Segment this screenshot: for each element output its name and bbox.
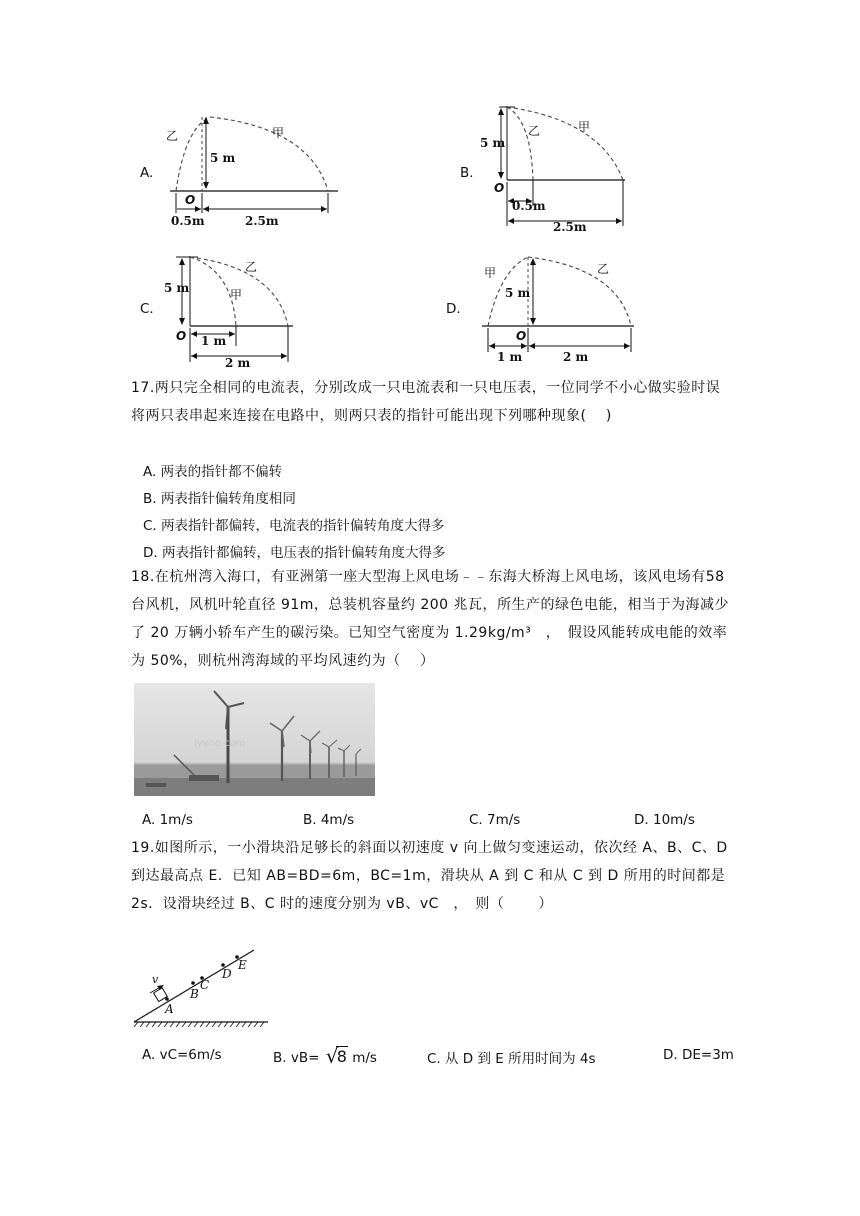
point-e-label: E: [238, 958, 247, 972]
height-label: 5 m: [480, 136, 506, 150]
right-distance-label: 2 m: [563, 350, 589, 364]
origin-label: O: [176, 329, 187, 343]
q19-option-a[interactable]: A. vC=6m/s: [142, 1047, 222, 1063]
option-b-unit: m/s: [352, 1050, 377, 1066]
wind-farm-photo: [134, 683, 375, 796]
point-b-label: B: [190, 987, 199, 1001]
origin-label: O: [516, 329, 527, 343]
q18-option-c[interactable]: C. 7m/s: [469, 812, 521, 828]
q17-option-d[interactable]: D. 两表指针都偏转，电压表的指针偏转角度大得多: [143, 545, 446, 561]
left-distance-label: 1 m: [497, 350, 523, 364]
right-distance-label: 2.5m: [553, 220, 587, 234]
q17-option-b[interactable]: B. 两表指针偏转角度相同: [143, 491, 296, 507]
origin-label: O: [494, 181, 505, 195]
q18-option-b[interactable]: B. 4m/s: [303, 812, 355, 828]
option-letter: D.: [446, 301, 461, 317]
sqrt-expression: [325, 1044, 348, 1068]
right-distance-label: 2 m: [225, 356, 251, 370]
curve-label-yi: 乙: [166, 129, 179, 143]
question-17-stem: 17.两只完全相同的电流表，分别改成一只电流表和一只电压表，一位同学不小心做实验时误将两只表串起来连接在电路中，则两只表的指针可能出现下列哪种现象( ): [131, 380, 721, 424]
q18-option-d[interactable]: D. 10m/s: [634, 812, 695, 828]
question-18-stem: 18.在杭州湾入海口，有亚洲第一座大型海上风电场﹣﹣东海大桥海上风电场，该风电场有58 台风机，风机叶轮直径 91m，总装机容量约 200 兆瓦，所生产的绿色电能，相当于为海减少了 20 万辆小轿车产生的碳污染。已知空气密度为 1.29kg/m³ ， 假设风能转成电能的效率为 50%，则杭州湾海域的平均风速约为（ ）: [131, 569, 730, 669]
left-distance-label: 0.5m: [171, 214, 205, 228]
origin-label: O: [185, 193, 196, 207]
wind-turbines-graphic: [134, 683, 375, 796]
height-label: 5 m: [164, 281, 190, 295]
curve-label-yi: 乙: [528, 124, 541, 138]
height-label: 5 m: [505, 286, 531, 300]
option-letter: A.: [140, 165, 154, 181]
q19-option-b[interactable]: [273, 1044, 377, 1068]
curve-label-jia: 甲: [272, 126, 285, 140]
option-b-prefix: B. vB=: [273, 1050, 320, 1066]
height-label: 5 m: [210, 151, 236, 165]
q17-option-c[interactable]: C. 两表指针都偏转，电流表的指针偏转角度大得多: [143, 518, 445, 534]
point-d-label: D: [222, 967, 232, 981]
photo-watermark: lyyoo.com: [194, 738, 246, 749]
sqrt-sign: √: [325, 1044, 339, 1068]
question-19-stem: 19.如图所示，一小滑块沿足够长的斜面以初速度 v 向上做匀变速运动，依次经 A、B、C、D 到达最高点 E．已知 AB=BD=6m，BC=1m，滑块从 A 到 C 和从 C 到 D 所用的时间都是 2s．设滑块经过 B、C 时的速度分别为 vB、vC ， 则（ ）: [131, 840, 728, 912]
curve-label-yi: 乙: [245, 260, 258, 274]
point-c-label: C: [200, 978, 210, 992]
q17-option-a[interactable]: A. 两表的指针都不偏转: [143, 464, 283, 480]
sqrt-radicand: 8: [336, 1047, 347, 1066]
q18-option-a[interactable]: A. 1m/s: [142, 812, 193, 828]
trajectory-diagram-a: [160, 108, 340, 228]
left-distance-label: 1 m: [201, 334, 227, 348]
left-distance-label: 0.5m: [512, 199, 546, 213]
curve-label-yi: 乙: [597, 262, 610, 276]
option-letter: C.: [140, 301, 154, 317]
point-a-label: A: [165, 1002, 174, 1016]
velocity-label: v: [152, 973, 159, 986]
trajectory-diagram-b: [485, 100, 635, 235]
option-letter: B.: [460, 165, 474, 181]
right-distance-label: 2.5m: [245, 214, 279, 228]
q19-option-d[interactable]: D. DE=3m: [663, 1047, 734, 1063]
q19-option-c[interactable]: C. 从 D 到 E 所用时间为 4s: [427, 1051, 596, 1067]
curve-label-jia: 甲: [484, 266, 497, 280]
curve-label-jia: 甲: [230, 288, 243, 302]
curve-label-jia: 甲: [578, 120, 591, 134]
